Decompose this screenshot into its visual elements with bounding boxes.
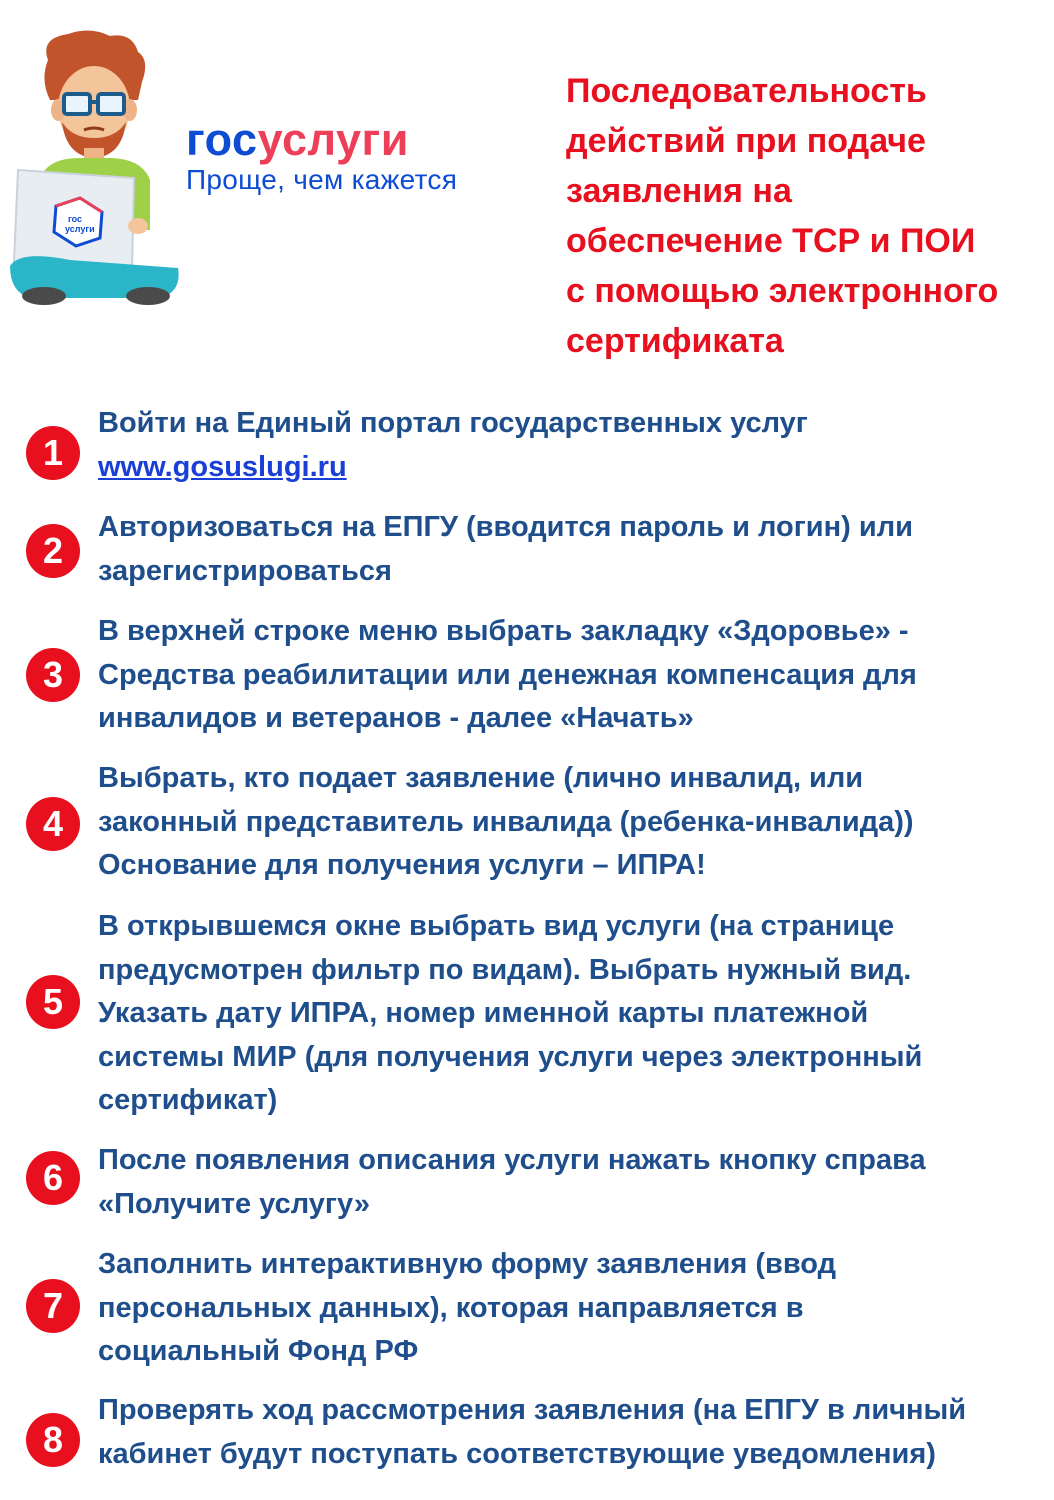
step-line: инвалидов и ветеранов - далее «Начать» — [98, 702, 694, 734]
step-line: предусмотрен фильтр по видам). Выбрать нужный вид. — [98, 953, 912, 986]
step-line: Указать дату ИПРА, номер именной карты платежной — [98, 997, 869, 1029]
step-line: системы МИР (для получения услуги через электронный — [98, 1040, 923, 1073]
step-number-badge: 5 — [26, 975, 80, 1029]
header — [0, 0, 1054, 400]
step-line: Выбрать, кто подает заявление (лично инвалид, или — [98, 762, 864, 794]
step-line: кабинет будут поступать соответствующие уведомления) — [98, 1437, 936, 1470]
step-line: Основание для получения услуги – ИПРА! — [98, 849, 706, 881]
laptop-logo-text-2: услуги — [65, 224, 95, 234]
logo-word-uslugi: услуги — [257, 114, 409, 165]
step-text — [98, 1389, 1048, 1476]
title-line: действий при подаче — [566, 122, 926, 160]
step-line: социальный Фонд РФ — [98, 1335, 419, 1367]
step-line: сертификат) — [98, 1084, 278, 1116]
mascot-illustration — [10, 30, 180, 305]
title-line: с помощью электронного — [566, 272, 999, 310]
gosuslugi-link[interactable]: www.gosuslugi.ru — [98, 450, 347, 483]
step-line: В открывшемся окне выбрать вид услуги (на странице — [98, 910, 895, 942]
logo-tagline: Проще, чем кажется — [186, 164, 458, 195]
step-text — [98, 905, 1048, 1123]
step-line: Авторизоваться на ЕПГУ (вводится пароль и логин) или — [98, 511, 913, 543]
step-line: Заполнить интерактивную форму заявления (ввод — [98, 1248, 836, 1280]
step-line: Средства реабилитации или денежная компенсация для — [98, 658, 917, 691]
step-line: законный представитель инвалида (ребенка-инвалида)) — [98, 805, 914, 838]
step-number-badge: 4 — [26, 797, 80, 851]
step-line: зарегистрироваться — [98, 554, 392, 587]
title-line: Последовательность — [566, 72, 927, 110]
laptop-logo-text-1: гос — [68, 214, 83, 224]
step-line: После появления описания услуги нажать кнопку справа — [98, 1144, 926, 1176]
title-line: обеспечение ТСР и ПОИ — [566, 222, 976, 260]
step-number-badge: 2 — [26, 524, 80, 578]
step-number-badge: 1 — [26, 426, 80, 480]
page-title — [566, 66, 1046, 366]
step-text — [98, 506, 1048, 593]
step-number-badge: 7 — [26, 1279, 80, 1333]
title-line: заявления на — [566, 172, 792, 210]
step-text — [98, 1243, 1048, 1374]
title-line: сертификата — [566, 322, 784, 360]
step-number-badge: 3 — [26, 648, 80, 702]
step-line: В верхней строке меню выбрать закладку «Здоровье» - — [98, 615, 909, 647]
step-line: персональных данных), которая направляется в — [98, 1291, 804, 1324]
step-line: «Получите услугу» — [98, 1187, 370, 1220]
step-line: Войти на Единый портал государственных услуг — [98, 407, 808, 439]
gosuslugi-logo — [186, 116, 457, 198]
step-text — [98, 1139, 1048, 1226]
logo-word-gos: гос — [186, 114, 258, 165]
step-number-badge: 8 — [26, 1413, 80, 1467]
step-number-badge: 6 — [26, 1151, 80, 1205]
step-text — [98, 757, 1048, 888]
step-line: Проверять ход рассмотрения заявления (на ЕПГУ в личный — [98, 1394, 967, 1426]
step-text — [98, 610, 1048, 741]
step-text — [98, 402, 1048, 489]
